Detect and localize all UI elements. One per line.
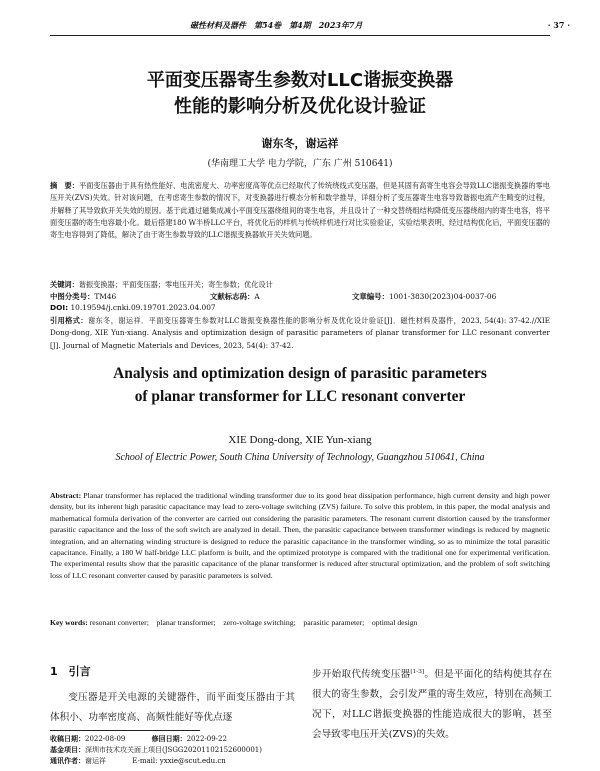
abstract-en-label: Abstract: [50, 491, 82, 500]
intro-right-column [312, 662, 552, 745]
affiliation-en: School of Electric Power, South China University of Technology, Guangzhou 510641, China [115, 452, 485, 463]
article-no-label: 文章编号： [352, 292, 389, 301]
doi-row [50, 303, 550, 314]
fund-label: 基金项目： [50, 746, 85, 754]
abstract-en-text: Planar transformer has replaced the traditional winding transformer due to its good heat dissipation performance, high current density and high power density, but its inherent high parasitic capacitance may lead to zero-voltage switching (ZVS) failure. To solve this problem, in this paper, the modal analysis and mathematical formula derivation of the converter are carried out considering the parasitic parameters. The resonant current distortion caused by the transformer parasitic capacitance and the loss of the soft switch are analyzed in detail. Then, the parasitic capacitance between transformer windings is reduced by magnetic integration, and an alternating winding structure is designed to reduce the parasitic capacitance in the transformer winding, so as to minimize the total parasitic capacitance. Finally, a 180 W half-bridge LLC platform is built, and the optimized prototype is compared with the traditional one for experimental verification. The experimental results show that the parasitic capacitance of the planar transformer is reduced after structural optimization, and the problem of soft switching loss of LLC resonant converter caused by parasitic parameters is solved. [50, 491, 550, 580]
clc-label: 中图分类号： [50, 292, 95, 301]
title-en-line1: Analysis and optimization design of parasitic parameters [113, 365, 487, 382]
footnote-fund [50, 745, 550, 755]
clc [50, 291, 116, 302]
authors-cn: 谢东冬，谢运祥 [261, 137, 339, 150]
keywords-cn-text: 谐振变换器；平面变压器；零电压开关；寄生参数；优化设计 [78, 280, 273, 289]
keywords-cn [50, 279, 550, 291]
doi-label: DOI: [50, 303, 69, 312]
fund-text: 深圳市技术攻关面上项目(JSGG20201102152600001) [85, 746, 262, 754]
clc-value: TM46 [94, 292, 117, 301]
header-rule [50, 35, 550, 36]
doi-value: 10.19594/j.cnki.09.19701.2023.04.007 [70, 303, 216, 312]
footnote-author [50, 756, 550, 766]
keywords-en [50, 617, 550, 628]
authors-en: XIE Dong-dong, XIE Yun-xiang [228, 434, 372, 446]
intro-right-text-b: 。但是平面化的结构使其存在很大的寄生参数，会引发严重的寄生效应，特别在高频工况下，对LLC谐振变换器的性能造成很大的影响，甚至会导致零电压开关(ZVS)的失效。 [312, 669, 553, 741]
abstract-en [50, 490, 550, 581]
title-cn-line2: 性能的影响分析及优化设计验证 [174, 96, 426, 117]
abstract-cn-label: 摘 要： [50, 181, 79, 190]
revised-date: 2022-09-22 [186, 735, 227, 743]
email-link[interactable]: yxxie@scut.edu.cn [159, 757, 226, 765]
classification-row [50, 291, 550, 302]
received-label: 收稿日期： [50, 735, 85, 743]
running-header [0, 20, 600, 36]
revised-label: 修回日期： [151, 735, 187, 743]
email-label: E-mail: [132, 757, 158, 765]
abstract-cn [50, 180, 550, 241]
keywords-en-text: resonant converter; planar transformer; zero-voltage switching; parasitic parameter; optimal design [89, 618, 418, 627]
doc-code [210, 291, 260, 302]
page-number: · 37 · [547, 20, 570, 30]
journal-running-title: 磁性材料及器件 第54卷 第4期 2023年7月 [190, 20, 363, 30]
citation [50, 315, 550, 352]
affiliation-cn: (华南理工大学 电力学院，广东 广州 510641) [207, 159, 393, 169]
corresponding-author: 谢运祥 [85, 757, 106, 765]
citation-text: 谢东冬，谢运祥．平面变压器寄生参数对LLC谐振变换器性能的影响分析及优化设计验证[J]．磁性材料及器件，2023, 54(4): 37-42.//XIE Dong-dong, XIE Yun-xiang. Analysis and optimization design of parasitic parameters of planar transformer for LLC resonant converter [J]. Journal of Magnetic Materials and Devices, 2023, 54(4): 37-42. [50, 316, 550, 350]
reference-marker: [1-3] [410, 669, 425, 675]
abstract-cn-text: 平面变压器由于具有热性能好、电流密度大、功率密度高等优点已经取代了传统绕线式变压器，但是其固有高寄生电容会导致LLC谐振变换器的零电压开关(ZVS)失效。针对该问题，在考虑寄生参数的情况下，对变换器进行模态分析和数学推导，详细分析了变压器寄生电容导致谐振电流产生畸变的过程，并解释了其导致软开关失效的原因。基于此通过磁集成减小平面变压器绕组间的寄生电容，并且设计了一种交替绕组结构降低变压器绕组内的寄生电容，将平面变压器的寄生电容最小化。最后搭建180 W半桥LLC平台，将优化后的样机与传统样机进行对比实验验证，实验结果表明，经过结构优化后，平面变压器的寄生电容得到了降低，解决了由于寄生参数导致的LLC谐振变换器软开关失效问题。 [50, 181, 550, 240]
footnote-dates [50, 734, 550, 744]
received-date: 2022-08-09 [85, 735, 126, 743]
intro-left-column: 变压器是开关电源的关键器件，而平面变压器由于其体积小、功率密度高、高频性能好等优点逐 [50, 692, 295, 723]
title-cn-line1: 平面变压器寄生参数对LLC谐振变换器 [146, 70, 454, 91]
intro-right-text-a: 步开始取代传统变压器 [312, 669, 411, 681]
doc-code-value: A [254, 292, 260, 301]
citation-label: 引用格式： [50, 316, 88, 325]
keywords-cn-label: 关键词： [50, 280, 79, 289]
footnote-rule [50, 730, 200, 731]
section-heading-introduction: 1 引言 [50, 665, 91, 678]
keywords-en-label: Key words: [50, 618, 88, 627]
doc-code-label: 文献标志码： [210, 292, 255, 301]
article-no-value: 1001-3830(2023)04-0037-06 [388, 292, 497, 301]
title-en-line2: of planar transformer for LLC resonant converter [134, 388, 466, 405]
article-no [352, 291, 496, 302]
corresponding-author-label: 通讯作者： [50, 757, 85, 765]
